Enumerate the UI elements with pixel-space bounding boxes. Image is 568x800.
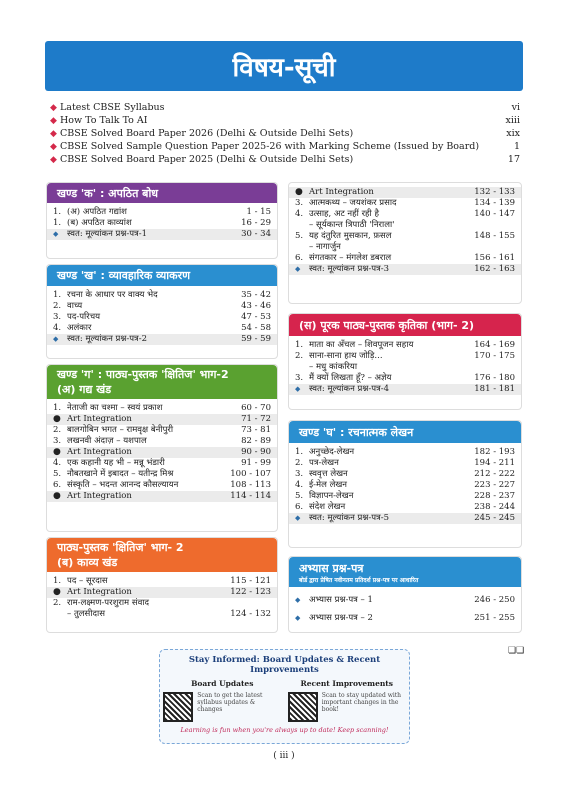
toc-entry[interactable] [47,576,277,587]
bullet-dot-icon: ● [53,587,61,597]
intro-item[interactable] [50,153,520,166]
page-number: ( iii ) [273,751,295,761]
toc-entry-label: साना-साना हाथ जोड़ि... [309,351,383,361]
toc-entry-pages: 71 - 72 [241,414,271,424]
toc-entry-number: 5. [295,491,304,501]
toc-entry-pages: 35 - 42 [241,290,271,300]
recent-improvements-heading: Recent Improvements [300,679,393,688]
toc-entry-number: 2. [53,425,62,435]
section-header [47,365,277,399]
title-banner [45,41,523,91]
toc-entry[interactable] [289,458,521,469]
toc-entry[interactable] [289,231,521,242]
toc-entry-label: Art Integration [67,447,132,457]
toc-entry-label: मैं क्यों लिखता हूँ? – अज्ञेय [309,373,392,383]
bullet-icon: ◆ [50,102,57,113]
section-header [289,557,521,587]
toc-entry-author: – नागार्जुन [309,242,341,252]
toc-entry-number: 3. [53,436,62,446]
toc-entry-label: पद – सूरदास [67,576,108,586]
section-title: (स) पूरक पाठ्य-पुस्तक कृतिका (भाग- 2) [299,318,475,332]
toc-entry-label: स्वत: मूल्यांकन प्रश्न-पत्र-2 [67,334,148,344]
toc-entry-pages: 245 - 245 [474,513,515,523]
toc-entry-label: (अ) अपठित गद्यांश [67,207,127,217]
toc-entry-pages: 181 - 181 [474,384,515,394]
toc-entry-number: 2. [295,458,304,468]
toc-entry-label: स्ववृत्त लेखन [309,469,348,479]
section-title: खण्ड 'ग' : पाठ्य-पुस्तक 'क्षितिज' भाग-2 [57,368,229,381]
toc-entry-label: संदेश लेखन [309,502,346,512]
intro-item-page: xiii [505,115,520,126]
toc-entry-label: अनुच्छेद-लेखन [309,447,355,457]
toc-entry-number: 5. [53,469,62,479]
toc-entry[interactable] [47,229,277,240]
bullet-dot-icon: ● [53,414,61,424]
section-title: अभ्यास प्रश्न-पत्र [299,561,364,575]
toc-entry-pages: 47 - 53 [241,312,271,322]
toc-entry-pages: 16 - 29 [241,218,271,228]
toc-entry-pages: 164 - 169 [474,340,515,350]
toc-entry[interactable] [289,513,521,524]
section-pk [46,537,278,633]
bullet-icon: ◆ [50,154,57,165]
intro-item-label: CBSE Solved Board Paper 2025 (Delhi & Outside Delhi Sets) [60,154,354,165]
toc-entry-pages: 108 - 113 [230,480,271,490]
toc-entry-number: 1. [295,340,304,350]
bullet-icon: ◆ [50,141,57,152]
toc-entry-label: वाच्य [67,301,83,311]
toc-entry-number: 1. [53,290,62,300]
section-kh [46,264,278,359]
section-gh [288,420,522,548]
bullet-dot-icon: ● [53,447,61,457]
toc-entry-pages: 100 - 107 [230,469,271,479]
toc-entry-label: नौबतखाने में इबादत – यतीन्द्र मिश्र [67,469,174,479]
intro-item[interactable] [50,101,520,114]
toc-entry-label: ई-मेल लेखन [309,480,348,490]
toc-entry-pages: 114 - 114 [230,491,271,501]
section-title: खण्ड 'ख' : व्यावहारिक व्याकरण [57,269,191,282]
toc-entry-number: 4. [53,458,62,468]
intro-item[interactable] [50,114,520,127]
toc-entry-author: – मधु कांकरिया [309,362,358,372]
section-g [46,364,278,532]
toc-entry[interactable] [289,242,521,253]
intro-item-label: CBSE Solved Board Paper 2026 (Delhi & Outside Delhi Sets) [60,128,354,139]
toc-entry-pages: 1 - 15 [246,207,271,217]
toc-entry[interactable] [289,351,521,362]
diamond-icon: ◆ [295,265,301,273]
toc-entry-pages: 251 - 255 [474,613,515,623]
toc-entry[interactable] [289,384,521,395]
toc-entry[interactable] [289,187,521,198]
toc-entry[interactable] [47,491,277,502]
toc-entry-number: 1. [53,218,62,228]
toc-entry[interactable] [289,373,521,384]
toc-entry-label: Art Integration [67,491,132,501]
section-header [47,183,277,203]
toc-entry-number: 1. [53,207,62,217]
section-title: खण्ड 'घ' : रचनात्मक लेखन [299,425,414,439]
section-k [46,182,278,259]
toc-entry[interactable] [47,301,277,312]
diamond-icon: ◆ [295,385,301,393]
toc-entry-number: 1. [53,576,62,586]
intro-item-page: xix [506,128,520,139]
toc-entry-number: 3. [295,469,304,479]
toc-entry[interactable] [289,609,521,627]
toc-entry-number: 1. [295,447,304,457]
toc-entry-label: अभ्यास प्रश्न-पत्र – 2 [309,613,373,623]
page-title: विषय-सूची [232,53,336,83]
toc-entry-label: Art Integration [67,414,132,424]
section-subtitle: (अ) गद्य खंड [57,383,112,396]
section-header [289,314,521,336]
toc-entry[interactable] [47,334,277,345]
toc-entry-pages: 30 - 34 [241,229,271,239]
section-title: पाठ्य-पुस्तक 'क्षितिज' भाग- 2 [57,541,184,554]
intro-item-label: CBSE Solved Sample Question Paper 2025-26 with Marking Scheme (Issued by Board) [60,141,480,152]
toc-entry-pages: 176 - 180 [474,373,515,383]
toc-entry-number: 1. [53,403,62,413]
section-header [47,538,277,572]
toc-entry-number: 4. [53,323,62,333]
section-right1 [288,182,522,304]
board-updates [163,679,281,722]
toc-entry-pages: 90 - 90 [241,447,271,457]
section-header [289,421,521,443]
toc-entry-label: एक कहानी यह भी – मन्नू भंडारी [67,458,165,468]
toc-entry[interactable] [47,207,277,218]
toc-entry[interactable] [289,491,521,502]
toc-entry[interactable] [47,436,277,447]
toc-entry-pages: 194 - 211 [474,458,515,468]
toc-entry[interactable] [47,447,277,458]
section-subtitle: बोर्ड द्वारा प्रेषित नवीनतम प्रतिदर्श प्रश्न-पत्र पर आधारित [299,576,419,584]
toc-entry-label: अभ्यास प्रश्न-पत्र – 1 [309,595,373,605]
toc-entry-pages: 238 - 244 [474,502,515,512]
corner-mark: ❏❏ [508,646,525,656]
toc-entry[interactable] [289,502,521,513]
toc-entry[interactable] [289,480,521,491]
toc-entry-pages: 170 - 175 [474,351,515,361]
toc-entry[interactable] [289,469,521,480]
board-updates-heading: Board Updates [191,679,254,688]
recent-improvements [288,679,406,722]
toc-entry-label: यह दंतुरित मुसकान, फ़सल [309,231,392,241]
toc-entry-number: 2. [53,598,62,608]
toc-entry-number: 6. [53,480,62,490]
intro-item[interactable] [50,140,520,153]
diamond-icon: ◆ [295,596,301,604]
toc-entry[interactable] [289,447,521,458]
toc-entry-label: माता का अँचल – शिवपूजन सहाय [309,340,414,350]
diamond-icon: ◆ [53,230,59,238]
intro-item-page: vi [511,102,520,113]
info-title: Stay Informed: Board Updates & Recent Improvements [188,655,381,675]
toc-entry[interactable] [47,323,277,334]
toc-entry[interactable] [289,264,521,275]
toc-entry-pages: 246 - 250 [474,595,515,605]
toc-entry-author: – तुलसीदास [67,609,105,619]
toc-entry-pages: 228 - 237 [474,491,515,501]
toc-entry-label: रचना के आधार पर वाक्य भेद [67,290,158,300]
toc-entry-pages: 124 - 132 [230,609,271,619]
info-box [159,649,410,744]
toc-entry-pages: 162 - 163 [474,264,515,274]
toc-entry-number: 6. [295,253,304,263]
toc-entry-label: उत्साह, अट नहीं रही है [309,209,379,219]
intro-item[interactable] [50,127,520,140]
toc-entry-pages: 156 - 161 [474,253,515,263]
toc-entry-label: स्वत: मूल्यांकन प्रश्न-पत्र-1 [67,229,148,239]
toc-entry-pages: 140 - 147 [474,209,515,219]
toc-entry-pages: 91 - 99 [241,458,271,468]
toc-entry-number: 3. [53,312,62,322]
toc-entry-label: बालगोबिन भगत – रामवृक्ष बेनीपुरी [67,425,174,435]
toc-entry-pages: 132 - 133 [474,187,515,197]
toc-entry-number: 4. [295,480,304,490]
recent-improvements-text: Scan to stay updated with important changes in the book! [321,692,402,713]
toc-entry-pages: 223 - 227 [474,480,515,490]
toc-entry-number: 2. [295,351,304,361]
toc-entry[interactable] [47,598,277,609]
toc-entry-label: संस्कृति – भदन्त आनन्द कौसल्यायन [67,480,179,490]
intro-item-label: How To Talk To AI [60,115,148,126]
toc-entry[interactable] [289,362,521,373]
toc-entry[interactable] [289,340,521,351]
toc-entry-label: अलंकार [67,323,92,333]
toc-entry[interactable] [47,458,277,469]
intro-list [50,101,520,166]
toc-entry[interactable] [289,253,521,264]
toc-entry-pages: 182 - 193 [474,447,515,457]
toc-entry-pages: 134 - 139 [474,198,515,208]
bullet-icon: ◆ [50,115,57,126]
toc-entry-number: 3. [295,198,304,208]
toc-entry-label: (ब) अपठित काव्यांश [67,218,132,228]
toc-entry-pages: 43 - 46 [241,301,271,311]
toc-entry[interactable] [47,403,277,414]
toc-entry[interactable] [289,198,521,209]
toc-entry[interactable] [289,220,521,231]
toc-entry-pages: 60 - 70 [241,403,271,413]
toc-entry-pages: 148 - 155 [474,231,515,241]
toc-entry-number: 5. [295,231,304,241]
toc-entry-label: Art Integration [67,587,132,597]
toc-entry[interactable] [289,209,521,220]
toc-entry[interactable] [47,587,277,598]
toc-entry-label: नेताजी का चश्मा – स्वयं प्रकाश [67,403,163,413]
bullet-icon: ◆ [50,128,57,139]
toc-entry[interactable] [47,480,277,491]
qr-code-icon[interactable] [288,692,318,722]
toc-entry[interactable] [47,312,277,323]
section-ap [288,556,522,633]
toc-entry[interactable] [47,425,277,436]
intro-item-page: 17 [507,154,520,165]
toc-entry-label: संगतकार – मंगलेश डबराल [309,253,392,263]
info-footer: Learning is fun when you're always up to date! Keep scanning! [180,726,389,734]
toc-entry-label: विज्ञापन-लेखन [309,491,354,501]
toc-entry-number: 4. [295,209,304,219]
toc-entry-pages: 59 - 59 [241,334,271,344]
toc-entry-label: स्वत: मूल्यांकन प्रश्न-पत्र-4 [309,384,390,394]
toc-entry-number: 6. [295,502,304,512]
diamond-icon: ◆ [295,514,301,522]
toc-entry[interactable] [289,591,521,609]
diamond-icon: ◆ [53,335,59,343]
board-updates-text: Scan to get the latest syllabus updates & changes [197,692,263,713]
toc-entry-pages: 54 - 58 [241,323,271,333]
toc-entry-label: राम-लक्ष्मण-परशुराम संवाद [67,598,150,608]
toc-entry-pages: 212 - 222 [474,469,515,479]
intro-item-label: Latest CBSE Syllabus [60,102,165,113]
toc-entry-pages: 115 - 121 [230,576,271,586]
toc-entry-label: आत्मकथ्य – जयशंकर प्रसाद [309,198,397,208]
toc-entry-pages: 73 - 81 [241,425,271,435]
toc-entry-pages: 122 - 123 [230,587,271,597]
toc-entry-label: Art Integration [309,187,374,197]
section-title: खण्ड 'क' : अपठित बोध [57,186,159,200]
bullet-dot-icon: ● [53,491,61,501]
toc-entry-label: पत्र-लेखन [309,458,339,468]
diamond-icon: ◆ [295,614,301,622]
toc-entry-author: – सूर्यकान्त त्रिपाठी 'निराला' [309,220,395,230]
intro-item-page: 1 [513,141,520,152]
toc-entry-label: लखनवी अंदाज़ – यशपाल [67,436,147,446]
section-s [288,313,522,410]
toc-entry-label: स्वत: मूल्यांकन प्रश्न-पत्र-5 [309,513,390,523]
toc-entry-number: 2. [53,301,62,311]
toc-entry-number: 3. [295,373,304,383]
section-header [47,265,277,286]
toc-entry[interactable] [47,414,277,425]
section-subtitle: (ब) काव्य खंड [57,556,118,569]
toc-entry-pages: 82 - 89 [241,436,271,446]
toc-entry[interactable] [47,218,277,229]
toc-entry-label: पद-परिचय [67,312,101,322]
bullet-dot-icon: ● [295,187,303,197]
toc-entry-label: स्वत: मूल्यांकन प्रश्न-पत्र-3 [309,264,390,274]
toc-entry[interactable] [47,609,277,620]
qr-code-icon[interactable] [163,692,193,722]
toc-entry[interactable] [47,469,277,480]
toc-entry[interactable] [47,290,277,301]
